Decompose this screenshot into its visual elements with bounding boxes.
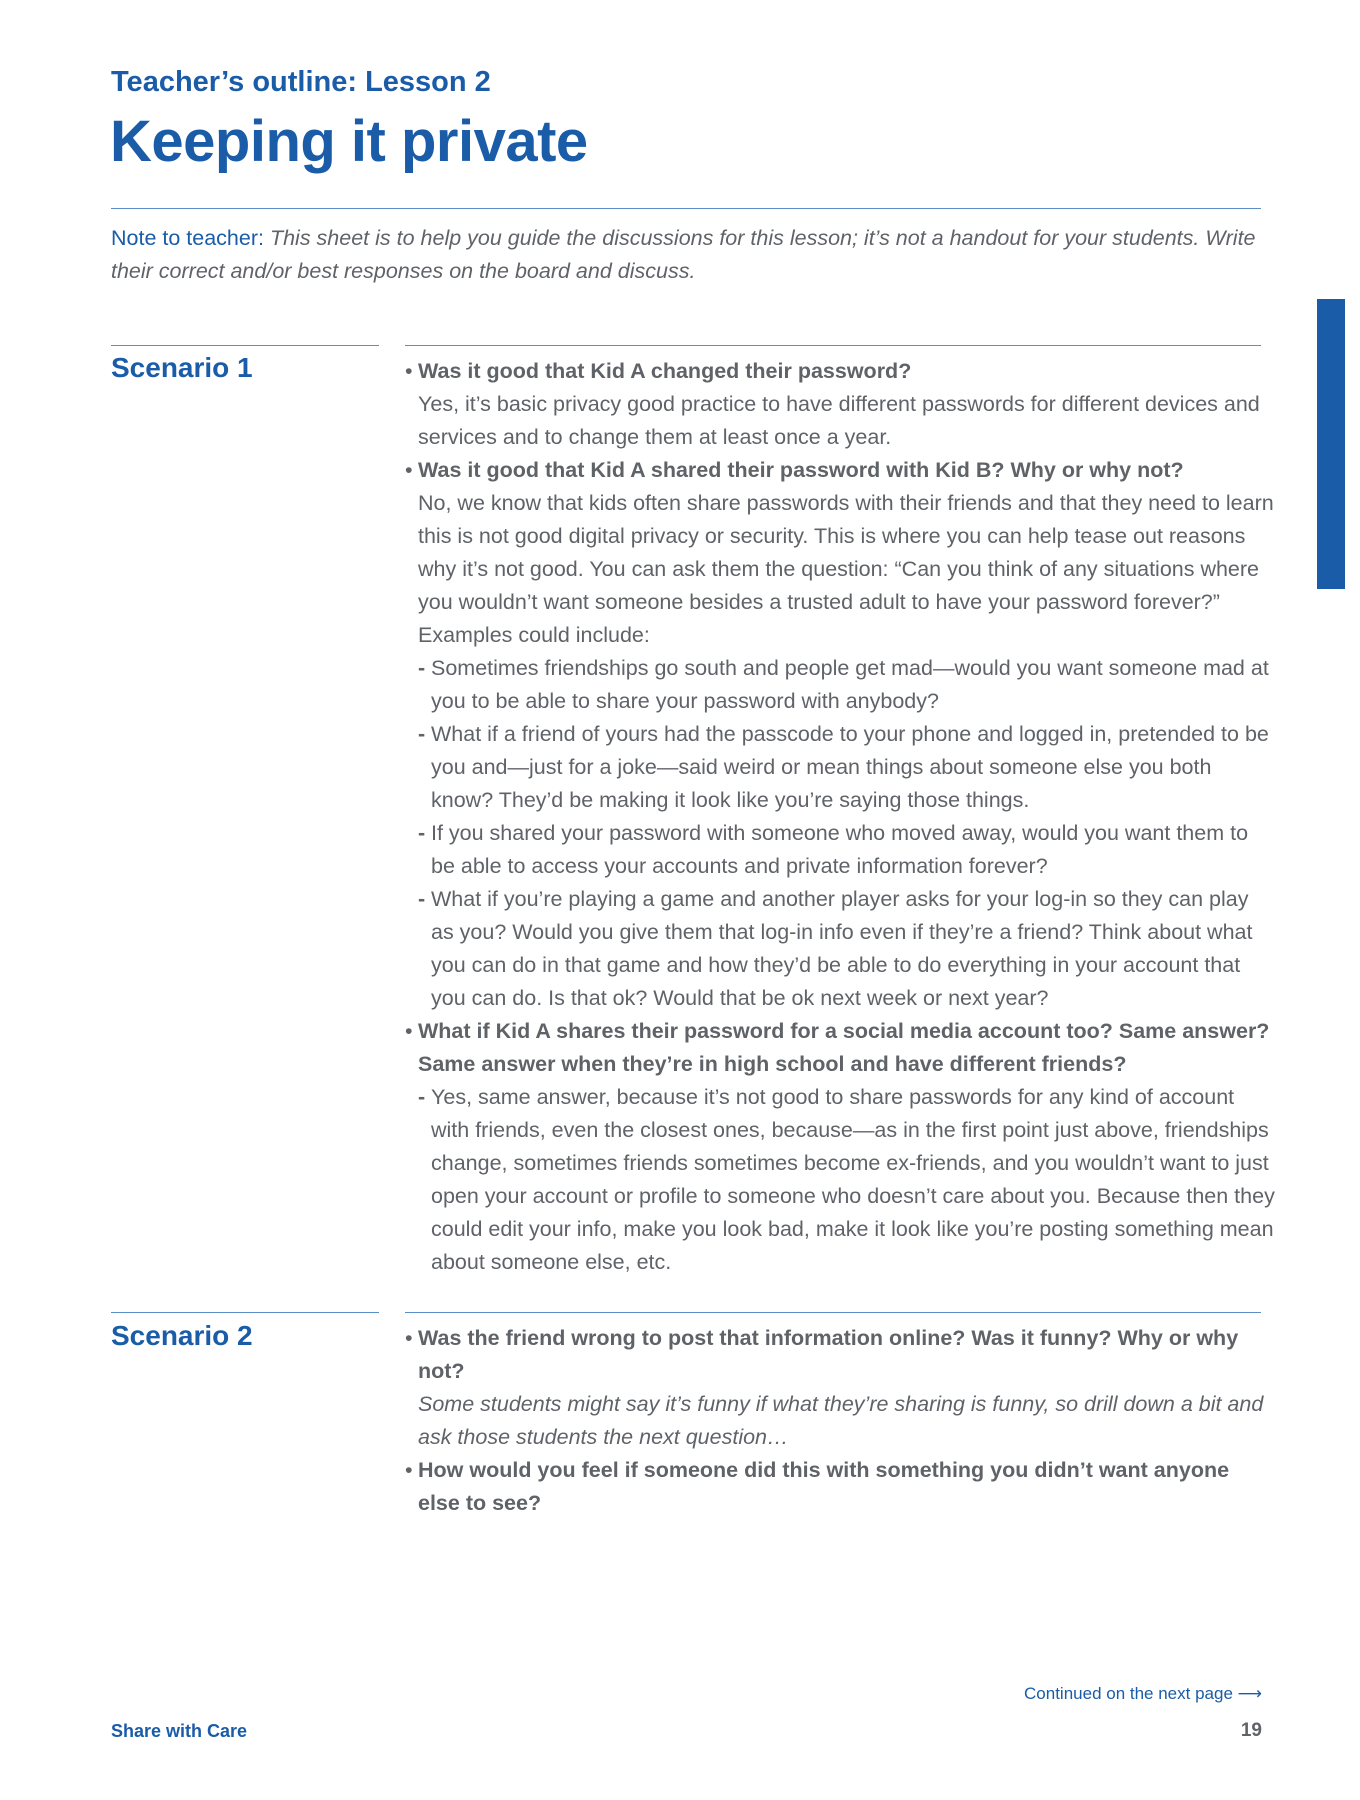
header-divider	[111, 208, 1261, 209]
scenario2-title: Scenario 2	[111, 1320, 253, 1351]
question-text: How would you feel if someone did this with something you didn’t want anyone else to see?	[418, 1458, 1230, 1515]
dash-glyph: -	[418, 821, 426, 845]
footer-brand: Share with Care	[111, 1721, 248, 1741]
answer-text: Yes, same answer, because it’s not good to share passwords for any kind of account with friends, even the closest ones, because—as in the first point just above, friendships change, sometimes friends sometimes become ex-friends, and you wouldn’t want to just open your account or profile to someone who doesn’t care about you. Because then they could edit your info, make you look bad, make it look like you’re posting something mean about someone else, etc.	[431, 1085, 1275, 1274]
scenario2-content	[405, 1322, 1275, 1520]
dash-glyph: -	[418, 656, 426, 680]
bullet-glyph: •	[405, 1458, 413, 1482]
question-text: Was the friend wrong to post that information online? Was it funny? Why or why not?	[418, 1326, 1239, 1383]
teacher-note-text: This sheet is to help you guide the discussions for this lesson; it’s not a handout for your students. Write their correct and/or best responses on the board and discuss.	[111, 226, 1256, 283]
continued-next-page: Continued on the next page ⟶	[1024, 1684, 1262, 1703]
example-text: Sometimes friendships go south and people get mad—would you want someone mad at you to be able to share your password with anybody?	[431, 656, 1269, 713]
scenario1-answer-3	[405, 1081, 1275, 1279]
scenario1-answer-1: Yes, it’s basic privacy good practice to have different passwords for different devices and services and to change them at least once a year.	[418, 392, 1260, 449]
bullet-glyph: •	[405, 359, 413, 383]
example-text: What if a friend of yours had the passcode to your phone and logged in, pretended to be you and—just for a joke—said weird or mean things about someone else you both know? They’d be making it look like you’re saying those things.	[431, 722, 1269, 812]
scenario2-left-divider	[111, 1312, 379, 1313]
example-text: If you shared your password with someone who moved away, would you want them to be able to access your accounts and private information forever?	[431, 821, 1249, 878]
scenario2-answer-1: Some students might say it’s funny if what they’re sharing is funny, so drill down a bit and ask those students the next question…	[418, 1392, 1264, 1449]
dash-glyph: -	[418, 887, 426, 911]
bullet-glyph: •	[405, 458, 413, 482]
lesson-kicker: Teacher’s outline: Lesson 2	[111, 66, 491, 98]
example-text: What if you’re playing a game and another player asks for your log-in so they can play as you? Would you give them that log-in info even if they’re a friend? Think about what you can do in that game and how they’d be able to do everything in your account that you can do. Is that ok? Would that be ok next week or next year?	[431, 887, 1253, 1010]
teacher-note	[111, 222, 1261, 288]
scenario2-question-2	[405, 1454, 1275, 1520]
bullet-glyph: •	[405, 1019, 413, 1043]
scenario1-example-3	[405, 817, 1275, 883]
section-side-tab	[1317, 299, 1345, 589]
question-text: What if Kid A shares their password for a social media account too? Same answer? Same answer when they’re in high school and have different friends?	[418, 1019, 1270, 1076]
scenario1-question-3	[405, 1015, 1275, 1081]
scenario1-question-1	[405, 355, 1275, 388]
dash-glyph: -	[418, 722, 426, 746]
scenario1-content	[405, 355, 1275, 1279]
scenario1-left-divider	[111, 345, 379, 346]
scenario1-example-1	[405, 652, 1275, 718]
scenario2-question-1	[405, 1322, 1275, 1388]
scenario1-title: Scenario 1	[111, 352, 253, 383]
dash-glyph: -	[418, 1085, 426, 1109]
bullet-glyph: •	[405, 1326, 413, 1350]
teacher-note-label: Note to teacher:	[111, 226, 264, 250]
scenario1-right-divider	[405, 345, 1261, 346]
scenario1-question-2	[405, 454, 1275, 487]
scenario1-example-2	[405, 718, 1275, 817]
scenario1-example-4	[405, 883, 1275, 1015]
scenario2-right-divider	[405, 1312, 1261, 1313]
scenario1-answer-2: No, we know that kids often share passwords with their friends and that they need to learn this is not good digital privacy or security. This is where you can help tease out reasons why it’s not good. You can ask them the question: “Can you think of any situations where you wouldn’t want someone besides a trusted adult to have your password forever?” Examples could include:	[418, 491, 1274, 647]
question-text: Was it good that Kid A shared their password with Kid B? Why or why not?	[418, 458, 1184, 482]
question-text: Was it good that Kid A changed their password?	[418, 359, 912, 383]
page-title: Keeping it private	[110, 109, 588, 174]
page-number: 19	[1240, 1720, 1262, 1741]
